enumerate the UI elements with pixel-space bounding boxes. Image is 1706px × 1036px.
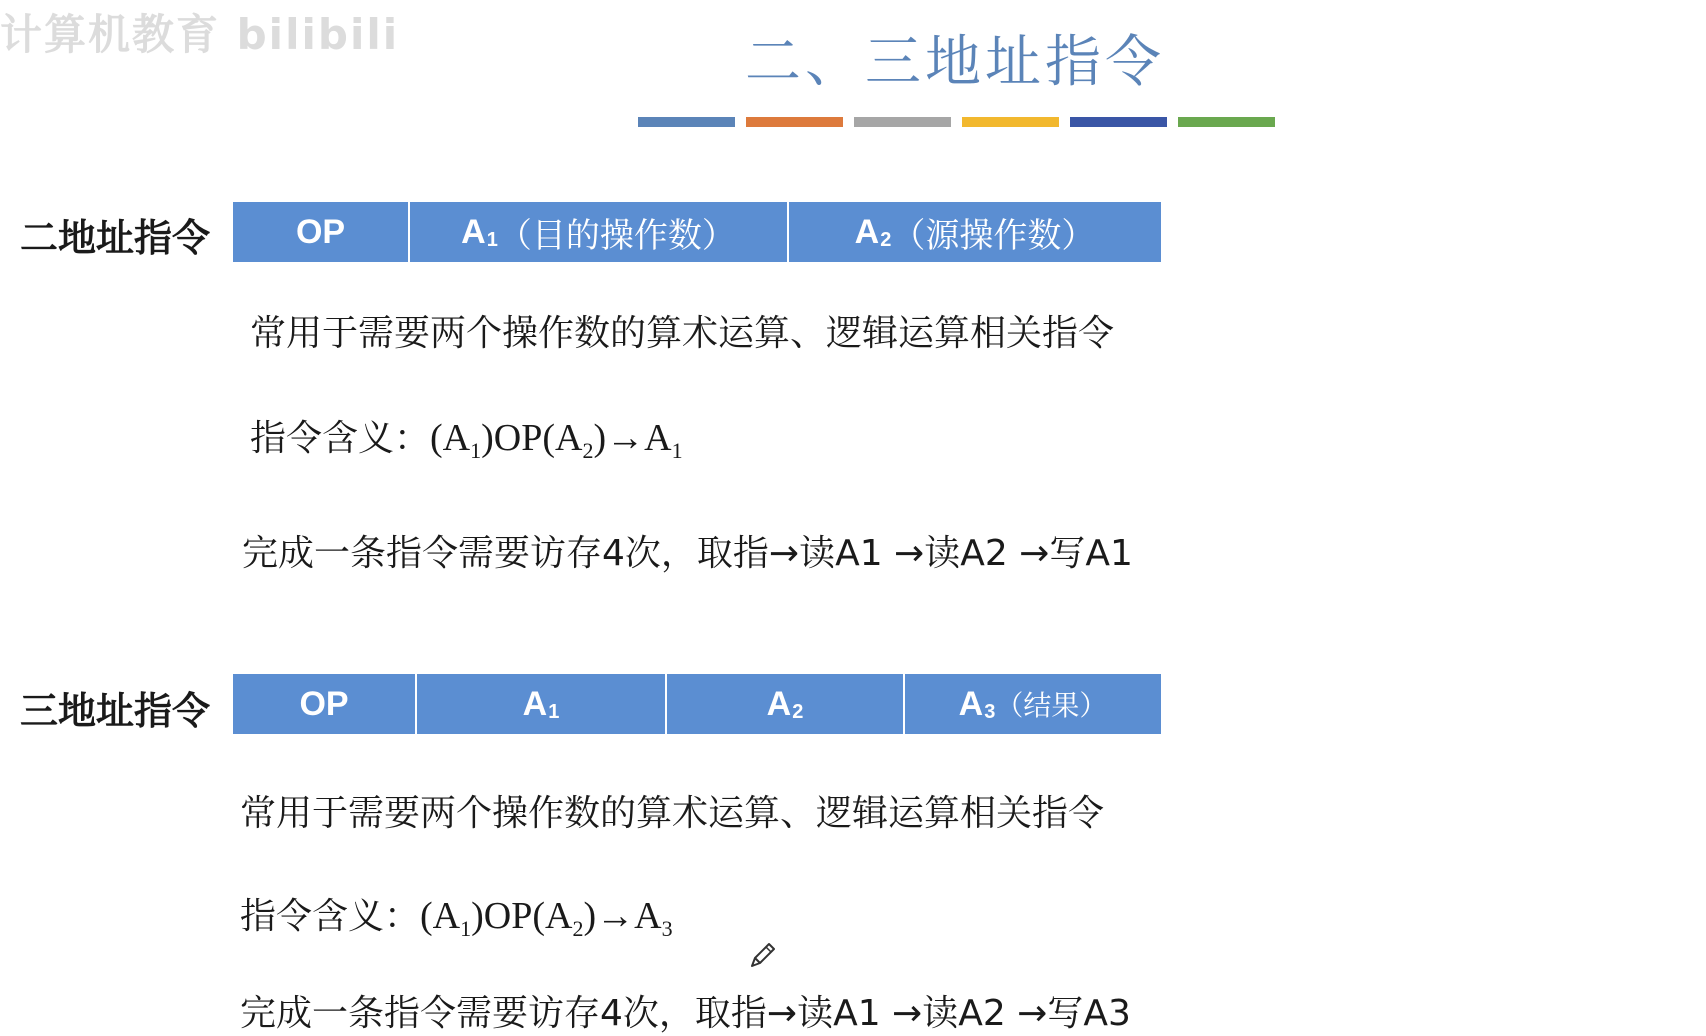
field-a1-main: A [522,684,548,723]
two-address-access: 完成一条指令需要访存4次，取指→读A1 →读A2 →写A1 [242,533,1133,574]
color-bar [638,117,735,127]
field-op-text: OP [299,684,349,723]
field-a2-note: （源操作数） [891,216,1096,255]
three-address-access: 完成一条指令需要访存4次，取指→读A1 →读A2 →写A3 [240,993,1131,1034]
three-address-usage: 常用于需要两个操作数的算术运算、逻辑运算相关指令 [240,793,1105,834]
two-address-meaning-prefix: 指令含义： [250,418,431,459]
field-a3 [905,674,1161,734]
three-address-meaning-formula [420,895,673,941]
color-bar [1178,117,1275,127]
formula-part: (A [430,417,471,459]
two-address-label: 二地址指令 [20,216,211,260]
field-a2 [789,202,1161,262]
watermark: 计算机教育 bilibili [0,10,400,59]
field-a2-sub: 2 [880,228,892,251]
field-a1 [410,202,789,262]
three-address-meaning [240,888,673,939]
formula-sub: 1 [460,916,472,941]
slide-title: 二、三地址指令 [745,30,1165,95]
field-a3-main: A [958,684,984,723]
field-a1-sub: 1 [486,228,498,251]
field-a1 [417,674,667,734]
field-a2-main: A [854,212,880,251]
formula-part: (A [420,895,461,937]
field-a1-sub: 1 [548,700,560,723]
two-address-meaning [250,410,683,461]
field-op [233,674,417,734]
field-a3-sub: 3 [984,700,996,723]
formula-part: )OP(A [471,895,573,937]
formula-sub: 3 [661,916,673,941]
title-color-bars [638,117,1283,127]
field-a3-note: （结果） [995,690,1108,721]
formula-part: )→A [593,417,672,459]
three-address-label: 三地址指令 [20,689,211,733]
formula-part: )→A [583,895,662,937]
color-bar [1070,117,1167,127]
two-address-meaning-formula [430,417,683,463]
formula-sub: 2 [582,438,594,463]
formula-part: )OP(A [481,417,583,459]
color-bar [962,117,1059,127]
two-address-format-bar [233,202,1161,262]
two-address-usage: 常用于需要两个操作数的算术运算、逻辑运算相关指令 [250,313,1115,354]
color-bar [854,117,951,127]
formula-sub: 1 [671,438,683,463]
field-a2-main: A [766,684,792,723]
field-a2-sub: 2 [792,700,804,723]
three-address-meaning-prefix: 指令含义： [240,896,421,937]
three-address-format-bar [233,674,1161,734]
pen-icon [748,940,778,970]
field-a1-main: A [461,212,486,251]
field-a1-note: （目的操作数） [497,216,736,255]
field-a2 [667,674,905,734]
color-bar [746,117,843,127]
formula-sub: 2 [572,916,584,941]
field-op-text: OP [295,212,346,251]
formula-sub: 1 [470,438,482,463]
field-op [233,202,410,262]
